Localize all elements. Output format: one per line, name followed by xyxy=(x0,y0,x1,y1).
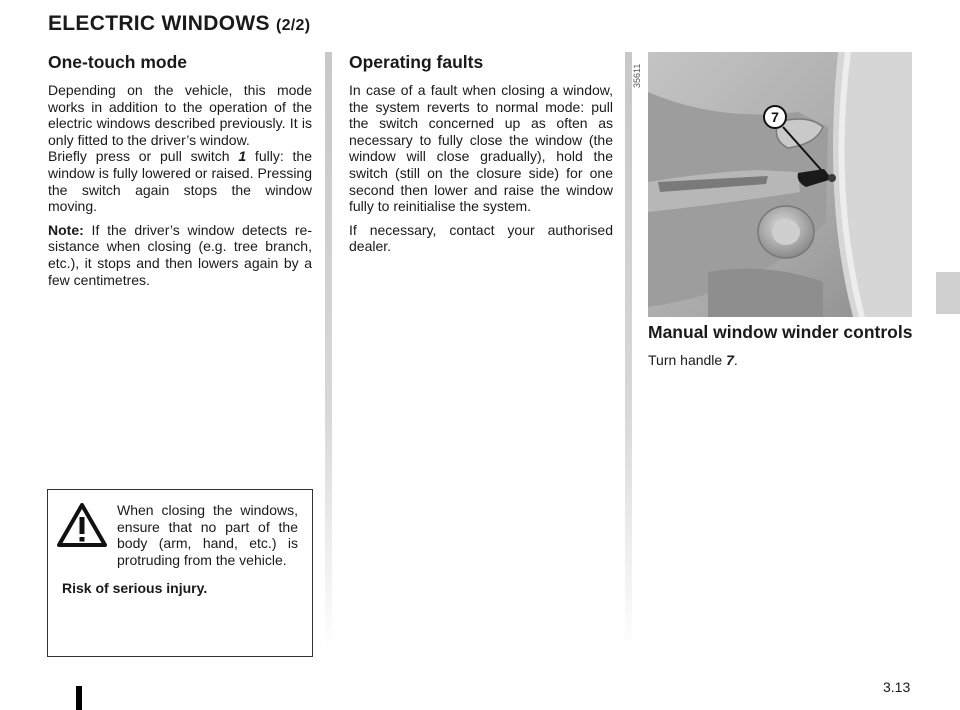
handle-reference: 7 xyxy=(726,352,734,368)
text-span: Turn handle xyxy=(648,352,727,368)
switch-reference: 1 xyxy=(238,148,247,165)
warning-box xyxy=(47,489,313,657)
text-span: fully: the window is fully lowered or raised. Pressing the switch again stops the window moving. xyxy=(48,148,312,215)
manual-winder-text xyxy=(648,352,913,369)
one-touch-heading: One-touch mode xyxy=(48,52,188,72)
door-panel-photo xyxy=(648,52,912,317)
one-touch-paragraph-1: Depending on the vehicle, this mode works in addition to the operation of the electric windows described previously. It is only fitted to the driver’s window. xyxy=(48,82,312,148)
text-span: . xyxy=(733,352,738,368)
operating-faults-paragraph-1: In case of a fault when closing a window, the system reverts to normal mode: pull the switch concerned up as often as necessary to fully close the window (the window will close gradually), hold the switch (still on the closure side) for one second then lower and raise the window fully to reinitialise the system. xyxy=(349,82,613,215)
door-panel-illustration xyxy=(648,52,912,317)
warning-triangle-icon xyxy=(56,502,108,548)
note-text: If the driver’s window detects re-sistance when closing (e.g. tree branch, etc.), it stops and then lowers again by a few centimetres. xyxy=(48,221,312,288)
page-title-text: ELECTRIC WINDOWS xyxy=(48,12,270,35)
warning-text: When closing the windows, ensure that no part of the body (arm, hand, etc.) is protruding from the vehicle. xyxy=(117,502,298,568)
operating-faults-section xyxy=(349,52,613,255)
one-touch-note xyxy=(48,222,312,288)
page-number: 3.13 xyxy=(883,679,911,695)
page-title xyxy=(48,12,310,36)
column-divider-left xyxy=(325,52,332,652)
text-span: Briefly press or pull switch xyxy=(48,148,239,165)
column-divider-right xyxy=(625,52,632,652)
manual-winder-section xyxy=(648,322,913,369)
manual-winder-heading: Manual window winder controls xyxy=(648,322,913,342)
figure-code: 35611 xyxy=(632,63,642,88)
operating-faults-heading: Operating faults xyxy=(349,52,484,72)
page-title-part: (2/2) xyxy=(275,17,311,34)
callout-7: 7 xyxy=(771,109,779,125)
warning-risk: Risk of serious injury. xyxy=(62,580,208,597)
operating-faults-paragraph-2: If necessary, contact your authorised dealer. xyxy=(349,221,613,255)
one-touch-section xyxy=(48,52,312,288)
note-label: Note: xyxy=(48,221,84,238)
corner-mark xyxy=(76,686,82,710)
chapter-tab xyxy=(936,272,960,314)
one-touch-paragraph-2 xyxy=(48,148,312,214)
